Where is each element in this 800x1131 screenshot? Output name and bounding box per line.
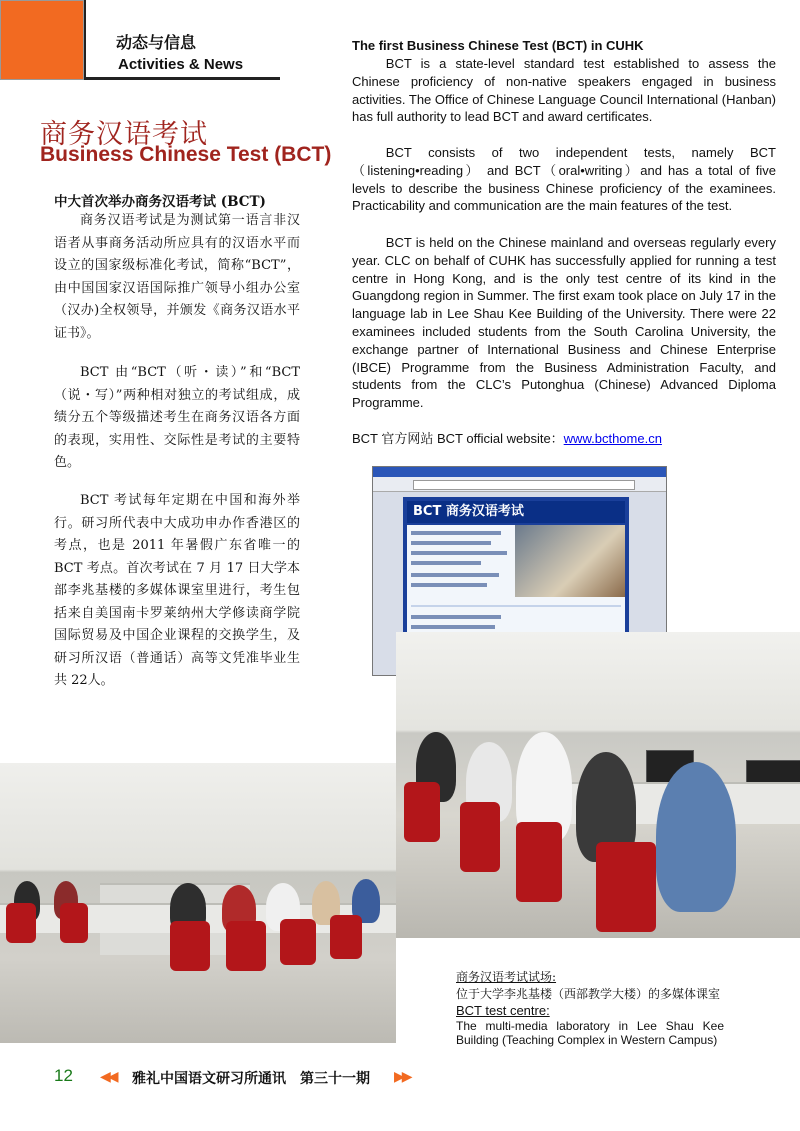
caption-title-cn: 商务汉语考试试场:: [456, 970, 557, 984]
page-number: 12: [54, 1066, 73, 1085]
website-link[interactable]: www.bcthome.cn: [563, 431, 662, 446]
header-underline: [84, 77, 280, 80]
site-logo: BCT 商务汉语考试: [407, 501, 625, 523]
en-paragraph-text: BCT is a state-level standard test established to assess the Chinese proficiency of non-native speakers engaged in business activities. The Office of Chinese Language Council International (Hanban) has full authority to lead BCT and award certificates.: [352, 56, 776, 125]
caption-title-en: BCT test centre:: [456, 1003, 550, 1018]
chair: [596, 842, 656, 932]
site-text-line: [411, 625, 495, 629]
chair: [6, 903, 36, 943]
site-text-line: [411, 573, 499, 577]
header-divider: [84, 0, 86, 80]
left-arrows-icon: ◀◀: [100, 1069, 116, 1085]
en-paragraph-text: BCT consists of two independent tests, namely BCT（listening•reading） and BCT（oral•writing）and has a total of five levels to describe the business Chinese proficiency of the examinees. Practicability and communication are the main features of the test.: [352, 145, 776, 214]
en-paragraph-3: [352, 234, 776, 412]
en-heading: The first Business Chinese Test (BCT) in CUHK: [352, 38, 644, 53]
exam-room-photo-left: [0, 763, 396, 1043]
cn-paragraph-text: 商务汉语考试是为测试第一语言非汉语者从事商务活动所应具有的汉语水平而设立的国家级标准化考试，简称“BCT”，由中国国家汉语国际推广领导小组办公室（汉办)全权领导，并颁发《商务汉语水平证书》。: [54, 213, 300, 341]
site-banner-photo: [515, 525, 625, 597]
en-paragraph-2: [352, 144, 776, 215]
article-title-cn: 商务汉语考试: [40, 119, 208, 150]
chair: [226, 921, 266, 971]
caption-text-cn: 位于大学李兆基楼（西部教学大楼）的多媒体课室: [456, 987, 721, 1001]
chair: [330, 915, 362, 959]
student: [656, 762, 736, 912]
site-divider: [411, 605, 621, 607]
en-paragraph-text: BCT is held on the Chinese mainland and overseas regularly every year. CLC on behalf of CUHK has successfully applied for running a test centre in Hong Kong, and is the only test centre of its kind in the Guangdong region in Summer. The first exam took place on July 17 in the language lab in Lee Shau Kee Building of the University. There were 22 examinees included students from the South Carolina University, the exchange partner of International Business and Chinese Enterprise (IBCE) Programme from the Business Administration Faculty, and students from the CLC’s Putonghua (Chinese) Advanced Diploma Programme.: [352, 235, 776, 411]
site-text-line: [411, 541, 491, 545]
exam-room-photo-right: [396, 632, 800, 938]
cn-paragraph-1: [54, 210, 300, 345]
chair: [460, 802, 500, 872]
website-line: [352, 428, 662, 447]
header-color-block: [0, 0, 84, 80]
website-label: BCT 官方网站 BCT official website：: [352, 431, 564, 446]
publication-name: 雅礼中国语文研习所通讯 第三十一期: [132, 1071, 370, 1087]
site-text-line: [411, 551, 507, 555]
chair: [280, 919, 316, 965]
chair: [60, 903, 88, 943]
cn-paragraph-text: BCT 考试每年定期在中国和海外举行。研习所代表中大成功申办作香港区的考点，也是 2011 年暑假广东省唯一的 BCT 考点。首次考试在 7 月 17 日大学本部李兆基楼的多媒体课室里进行，考生包括来自美国南卡罗莱纳州大学修读商学院国际贸易及中国企业课程的交换学生，及研习所汉语（普通话）高等文凭准毕业生共 22人。: [54, 493, 300, 688]
browser-titlebar: [373, 467, 666, 477]
site-text-line: [411, 583, 487, 587]
site-text-line: [411, 561, 481, 565]
cn-heading: 中大首次举办商务汉语考试 (BCT): [54, 194, 266, 210]
cn-paragraph-3: [54, 490, 300, 693]
caption-text-en: The multi-media laboratory in Lee Shau Kee Building (Teaching Complex in Western Campus): [456, 1019, 724, 1047]
section-title-cn: 动态与信息: [116, 33, 197, 52]
cn-paragraph-text: BCT 由“BCT（听・读）”和“BCT（说・写）”两种相对独立的考试组成，成绩分五个等级描述考生在商务汉语各方面的表现，实用性、交际性是考试的主要特色。: [54, 365, 300, 470]
site-text-line: [411, 531, 501, 535]
browser-address-bar: [413, 480, 635, 490]
cn-paragraph-2: [54, 362, 300, 475]
article-title-en: Business Chinese Test (BCT): [40, 143, 332, 166]
en-paragraph-1: [352, 55, 776, 126]
site-text-line: [411, 615, 501, 619]
chair: [404, 782, 440, 842]
chair: [516, 822, 562, 902]
section-title-en: Activities & News: [118, 56, 244, 73]
right-arrows-icon: ▶▶: [394, 1069, 410, 1085]
chair: [170, 921, 210, 971]
